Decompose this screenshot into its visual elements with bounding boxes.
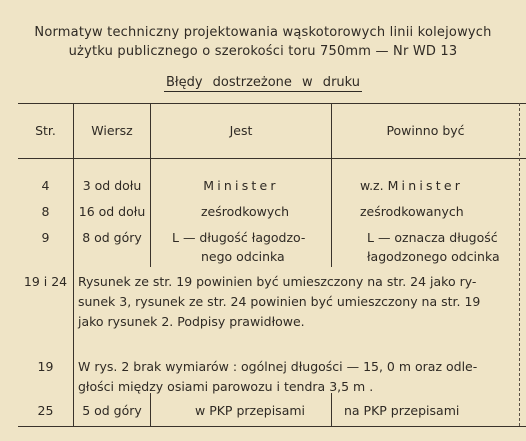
- row-6-is: w PKP przepisami: [195, 403, 305, 418]
- row-2-should-be: ześrodkowanych: [360, 204, 464, 219]
- row-3-page: 9: [41, 230, 50, 245]
- row-1-page: 4: [41, 178, 50, 193]
- header-is: Jest: [229, 123, 253, 138]
- row-2-line: 16 od dołu: [78, 204, 146, 219]
- document-subtitle: [0, 75, 526, 90]
- errata-heading: Błędy dostrzeżone w druku: [165, 75, 361, 90]
- row-1-is: Minister: [203, 178, 279, 193]
- row-2-page: 8: [41, 204, 50, 219]
- row-6-line: 5 od góry: [82, 403, 142, 418]
- row-5-note: [78, 357, 515, 397]
- row-5-page: 19: [37, 359, 54, 374]
- header-page: Str.: [35, 123, 56, 138]
- header-line: Wiersz: [91, 123, 133, 138]
- row-1-line: 3 od dołu: [82, 178, 142, 193]
- row-4-note: [78, 272, 515, 332]
- row-3-is-line-2: nego odcinka: [201, 249, 285, 264]
- row-4-note-line-3: jako rysunek 2. Podpisy prawidłowe.: [78, 314, 305, 329]
- row-2-is: ześrodkowych: [201, 204, 290, 219]
- row-1-should-be: [360, 176, 463, 195]
- row-4-note-line-2: sunek 3, rysunek ze str. 24 powinien być umieszczony na str. 19: [78, 294, 481, 309]
- row-1-should-be-prefix: w.z.: [360, 178, 388, 193]
- row-6-page: 25: [37, 403, 54, 418]
- row-5-note-line-1: W rys. 2 brak wymiarów : ogólnej długości — 15, 0 m oraz odle-: [78, 359, 478, 374]
- table-top-border: [18, 103, 526, 104]
- table-bottom-border: [18, 426, 526, 427]
- row-4-note-line-1: Rysunek ze str. 19 powinien być umieszczony na str. 24 jako ry-: [78, 274, 477, 289]
- document-title-line-1: Normatyw techniczny projektowania wąskotorowych linii kolejowych: [34, 25, 492, 40]
- row-3-should-be-line-2: łagodzonego odcinka: [367, 249, 500, 264]
- document-title-line-2: użytku publicznego o szerokości toru 750mm — Nr WD 13: [68, 44, 458, 59]
- table-header-border: [18, 158, 526, 159]
- row-5-note-line-2: głości między osiami parowozu i tendra 3,5 m .: [78, 379, 374, 394]
- row-3-is-line-1: L — długość łagodzo-: [172, 230, 306, 245]
- header-should-be: Powinno być: [386, 123, 465, 138]
- row-4-page: 19 i 24: [23, 274, 68, 289]
- column-divider-is-last: [331, 393, 332, 426]
- column-divider-line-last: [150, 393, 151, 426]
- table-right-edge: [519, 103, 520, 426]
- column-divider-page: [73, 103, 74, 426]
- row-3-line: 8 od góry: [82, 230, 142, 245]
- row-3-should-be-line-1: L — oznacza długość: [367, 230, 498, 245]
- row-1-should-be-text: Minister: [387, 178, 464, 193]
- row-6-should-be: na PKP przepisami: [344, 403, 460, 418]
